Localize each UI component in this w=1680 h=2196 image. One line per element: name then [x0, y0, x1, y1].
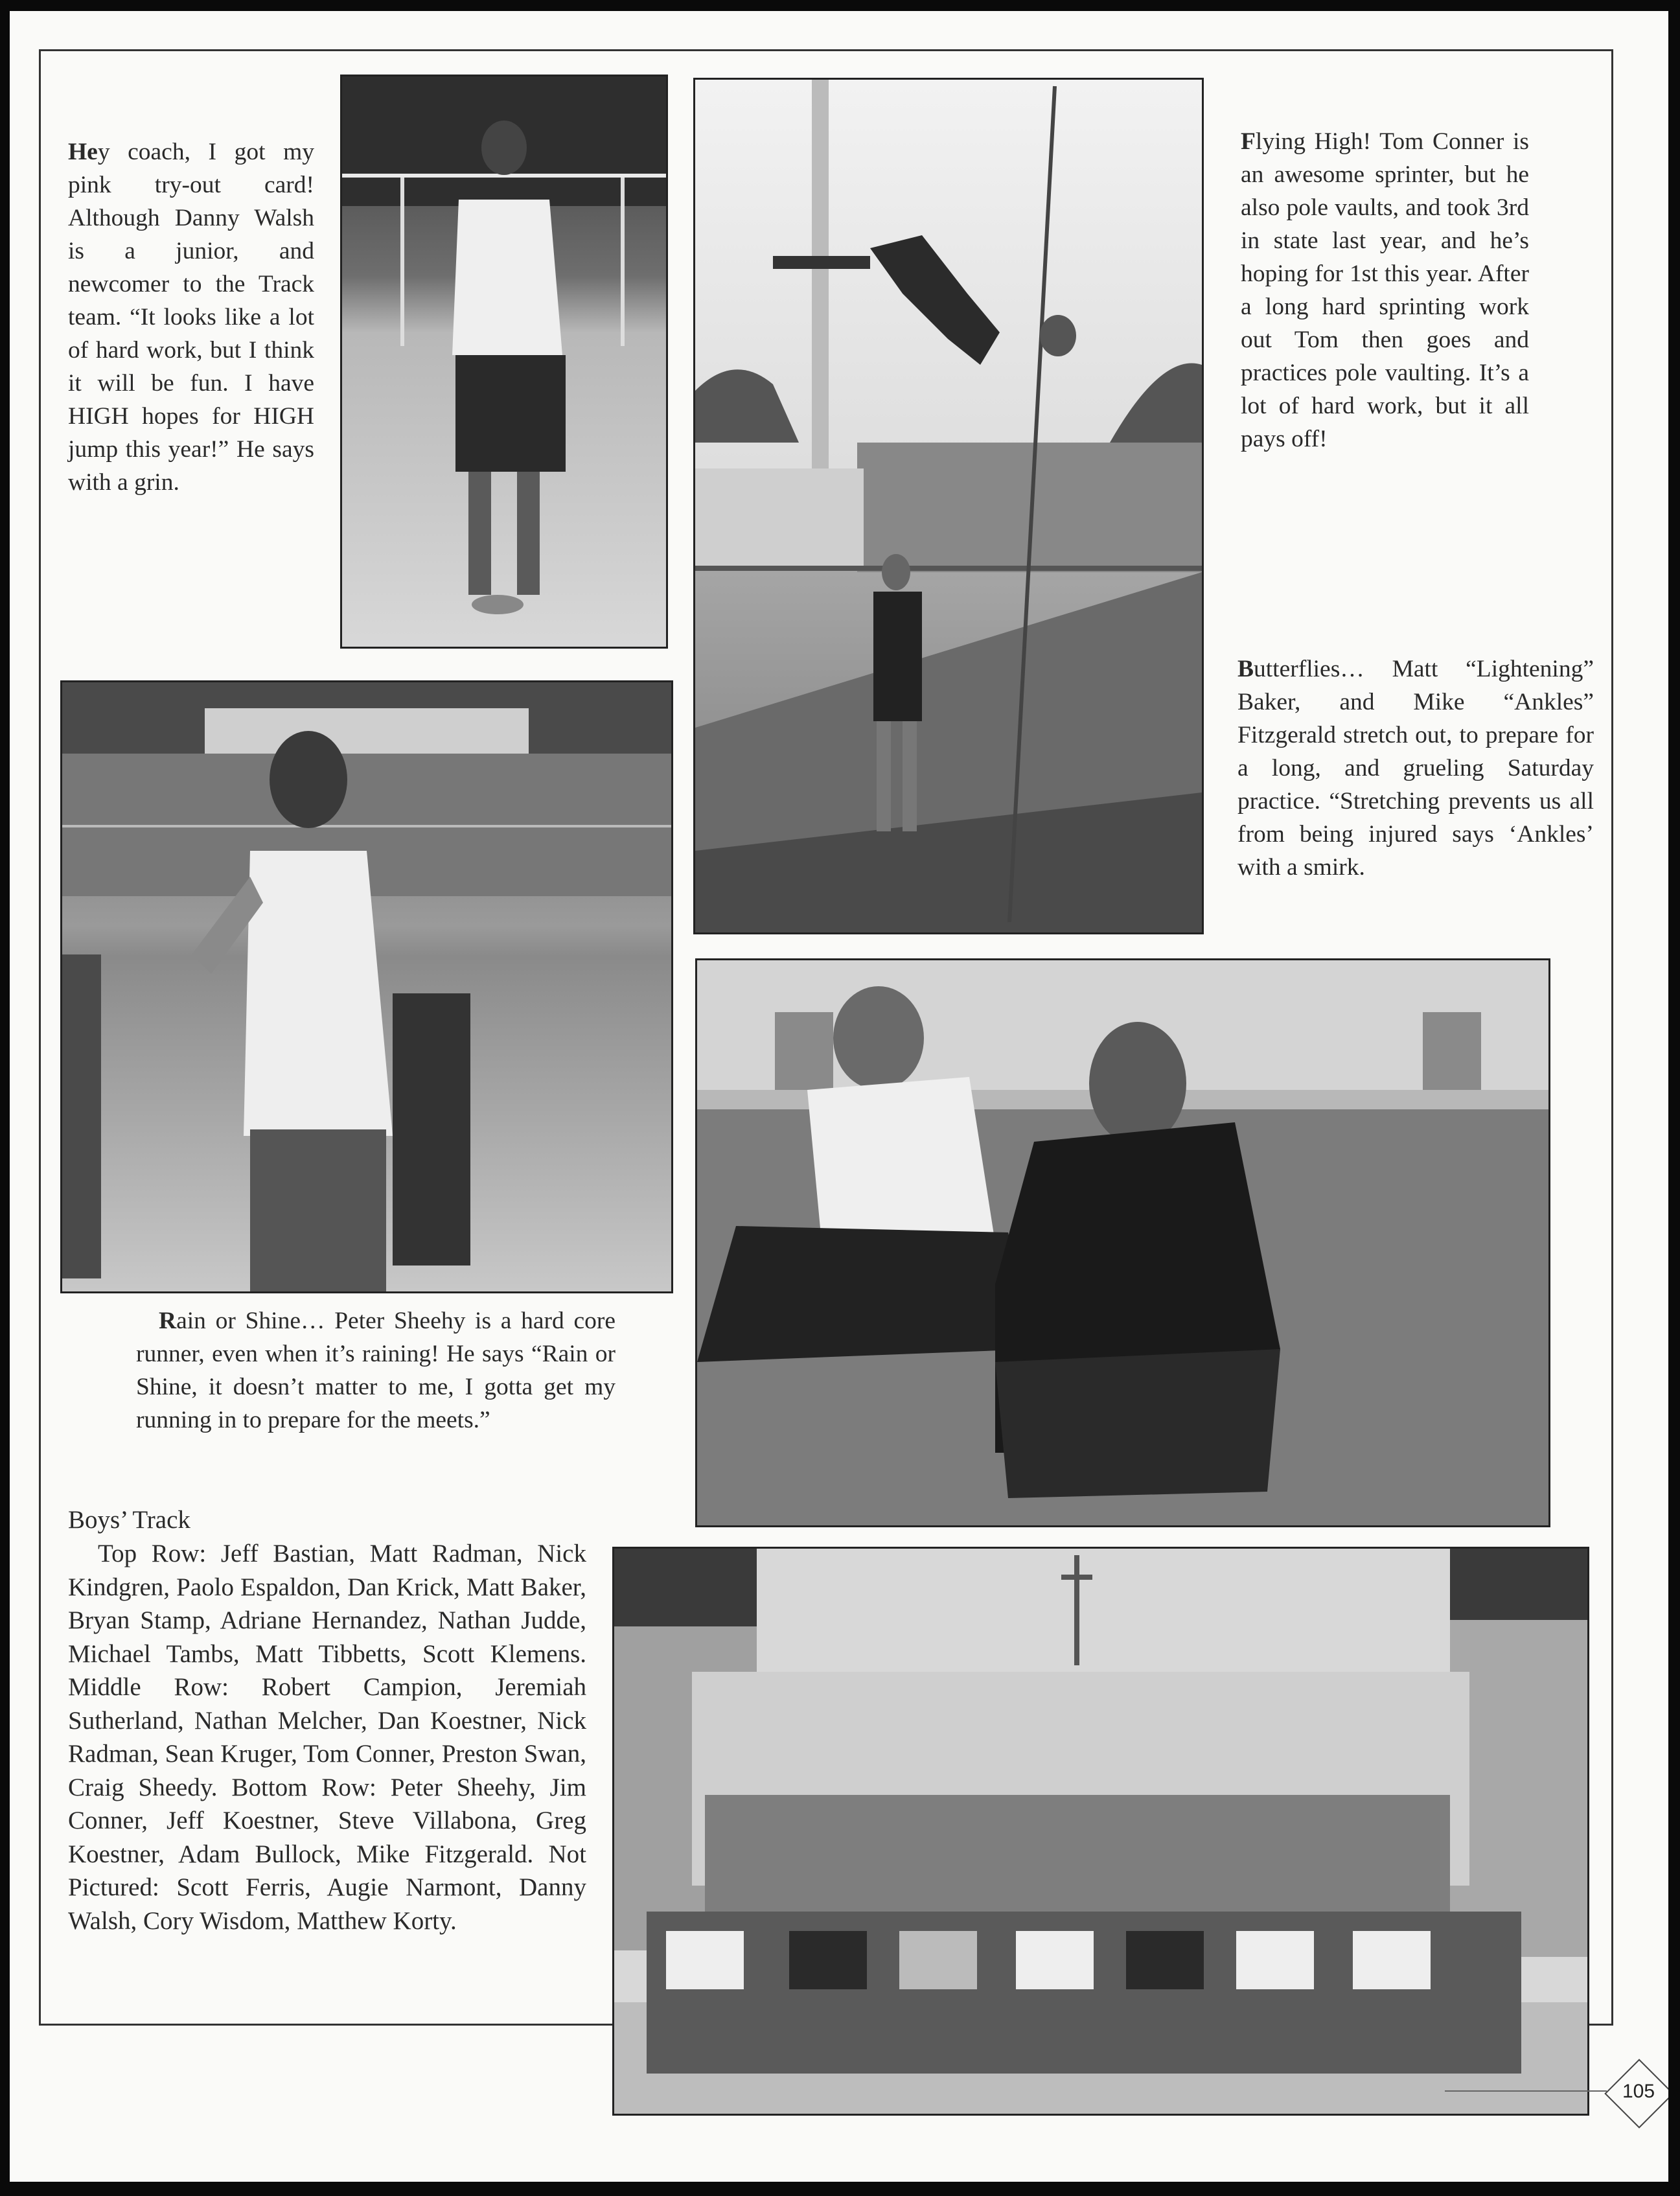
photo-boys-track-team: [612, 1547, 1589, 2116]
caption-lead: He: [68, 139, 98, 165]
photo-peter-sheehy-running: [60, 680, 673, 1293]
yearbook-page: [10, 11, 1668, 2182]
page-number-text: 105: [1622, 2081, 1655, 2102]
caption-lead: B: [1237, 656, 1254, 682]
caption-text: lying High! Tom Conner is an awesome sprinter, but he also pole vaults, and took 3rd in state last year, and he’s hoping for 1st this year. After a long hard sprinting work out Tom then goes and practices pole vaulting. It’s a lot of hard work, but it all pays off!: [1241, 128, 1529, 452]
caption-text: ain or Shine… Peter Sheehy is a hard core runner, even when it’s raining! He says “Rain or Shine, it doesn’t matter to me, I gotta get my running in to prepare for the meets.”: [136, 1308, 616, 1433]
caption-lead: R: [159, 1308, 177, 1334]
caption-butterflies: [1237, 653, 1594, 884]
frame-top: [39, 49, 1613, 51]
caption-text: utterflies… Matt “Lightening” Baker, and Mike “Ankles” Fitzgerald stretch out, to prepare for a long, and grueling Saturday practice. “Stretching prevents us all from being injured says ‘Ankles’ with a smirk.: [1237, 656, 1594, 881]
caption-text: y coach, I got my pink try-out card! Although Danny Walsh is a junior, and newcomer to the Track team. “It looks like a lot of hard work, but I think it will be fun. I have HIGH hopes for HIGH jump this year!” He says with a grin.: [68, 139, 314, 496]
caption-tom-conner: [1241, 125, 1529, 456]
frame-right: [1611, 49, 1613, 2026]
frame-left: [39, 49, 41, 2026]
caption-danny-walsh: [68, 135, 314, 499]
caption-lead: F: [1241, 128, 1256, 155]
roster-names: Top Row: Jeff Bastian, Matt Radman, Nick Kindgren, Paolo Espaldon, Dan Krick, Matt Baker, Bryan Stamp, Adriane Hernandez, Nathan Judde, Michael Tambs, Matt Tibbetts, Scott Klemens. Middle Row: Robert Campion, Jeremiah Sutherland, Nathan Melcher, Dan Koestner, Nick Radman, Sean Kruger, Tom Conner, Preston Swan, Craig Sheedy. Bottom Row: Peter Sheehy, Jim Conner, Jeff Koestner, Steve Villabona, Greg Koestner, Adam Bullock, Mike Fitzgerald. Not Pictured: Scott Ferris, Augie Narmont, Danny Walsh, Cory Wisdom, Matthew Korty.: [68, 1540, 586, 1935]
caption-rain-or-shine: [136, 1304, 616, 1437]
page-number: [1603, 2057, 1668, 2129]
photo-butterflies-stretching: [695, 958, 1550, 1527]
photo-danny-walsh: [340, 75, 668, 649]
page-number-rule: [1445, 2090, 1607, 2092]
photo-tom-conner-pole-vault: [693, 78, 1204, 934]
roster-title: Boys’ Track: [68, 1506, 190, 1534]
frame-bottom-left: [39, 2024, 622, 2026]
